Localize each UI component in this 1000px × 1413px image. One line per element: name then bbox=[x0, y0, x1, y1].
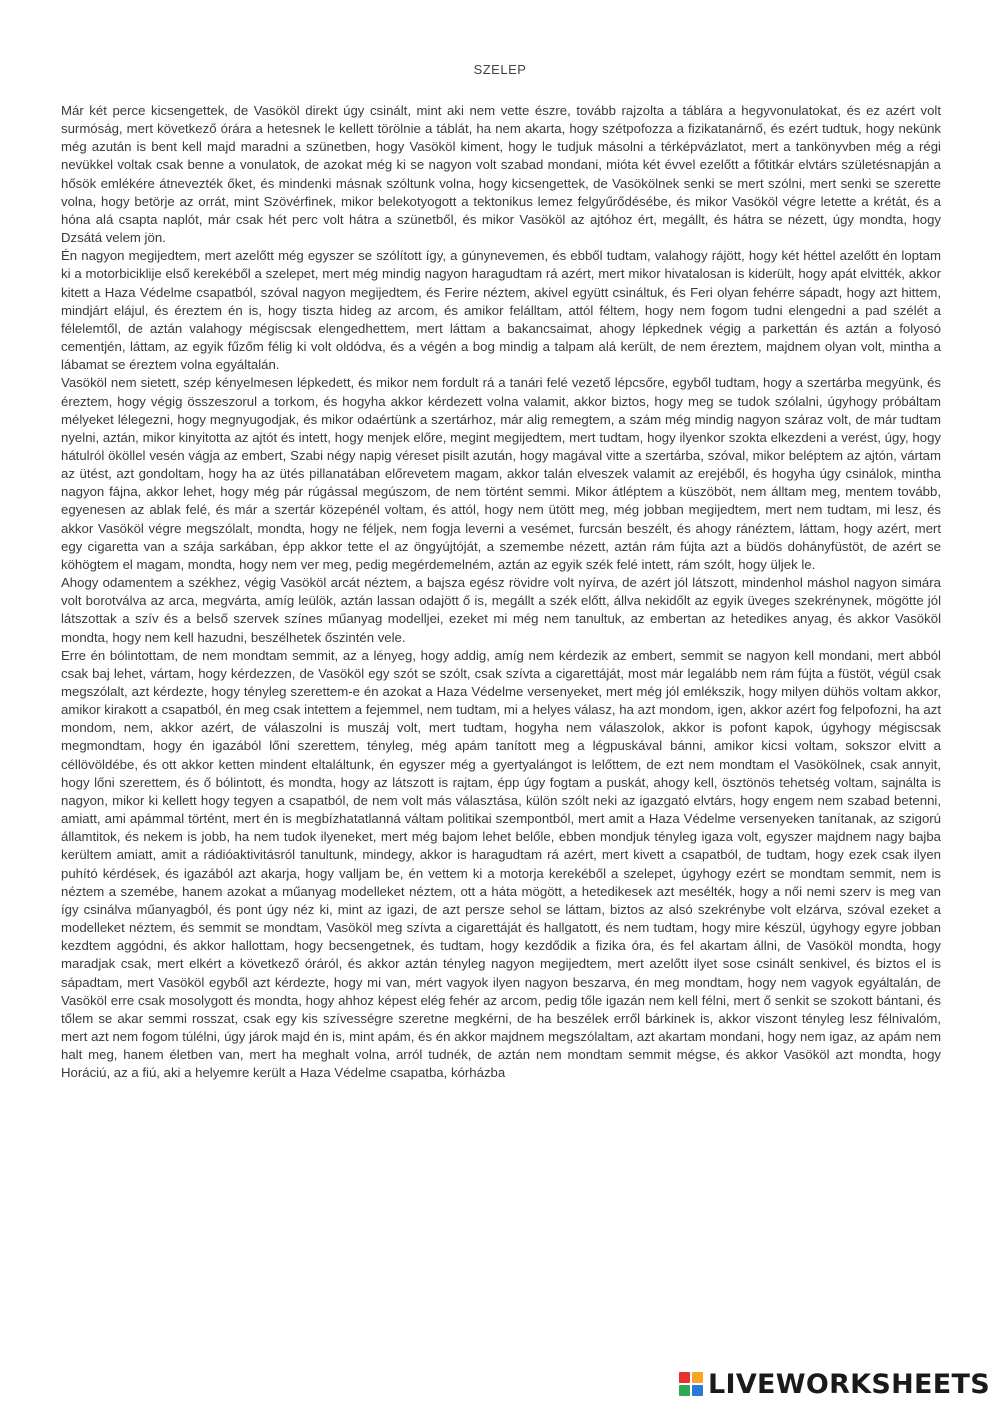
paragraph: Ahogy odamentem a székhez, végig Vasököl arcát néztem, a bajsza egész rövidre volt nyírva, de azért jól látszott, mindenhol máshol nagyon simára volt borotválva az arca, megvárta, amíg leülök, aztán lassan odajött ő is, megállt a szék előtt, állva nekidőlt az egyik üveges szekrénynek, mögötte jól látszottak a szív és a belső szervek színes műanyag modelljei, ezeket mi még nem tanultuk, az embertan az hetedikes anyag, és akkor Vasököl mondta, hogy nem kell hazudni, beszélhetek őszintén vele. bbox=[61, 575, 941, 645]
document-title: SZELEP bbox=[473, 62, 527, 77]
paragraph: Erre én bólintottam, de nem mondtam semmit, az a lényeg, hogy addig, amíg nem kérdezik az embert, semmit se nagyon kell mondani, mert abból csak baj lehet, vártam, hogy kérdezzen, de Vasököl egy szót se szólt, csak szívta a cigarettáját, most már legalább nem rám fújta a füstöt, végül csak megszólalt, azt kérdezte, hogy tényleg szerettem-e én azokat a Haza Védelme versenyeket, mert még jól emlékszik, hogy milyen dühös voltam akkor, amikor kirakott a csapatból, én meg csak intettem a fejemmel, nem tudtam, mi a helyes válasz, ha azt mondom, igen, akkor azért fog felpofozni, ha azt mondom, nem, akkor azért, de válaszolni is muszáj volt, mert tudtam, hogyha nem válaszolok, akkor is pofont kapok, úgyhogy mégiscsak megmondtam, hogy én igazából lőni szerettem, tényleg, még apám tanított meg a légpuskával bánni, amikor kicsi voltam, sokszor elvitt a céllövöldébe, és ott akkor ketten mindent eltaláltunk, én egyszer még a gyertyalángot is lelőttem, de ezt nem mondtam el Vasökölnek, csak annyit, hogy lőni szerettem, és ő bólintott, és mondta, hogy az látszott is rajtam, épp úgy fogtam a puskát, ahogy kell, ösztönös tehetség voltam, sajnálta is nagyon, mikor ki kellett hogy tegyen a csapatból, de nem volt más választása, külön szólt neki az igazgató elvtárs, hogy engem nem szabad betenni, amiatt, ami apámmal történt, mert én is megbízhatatlanná váltam politikai szempontból, mert amit a Haza Védelme versenyeken tanítanak, az szigorú államtitok, és nekem is jobb, ha nem tudok ilyeneket, mert még bajom lehet belőle, ebben mondjuk tényleg igaza volt, egyszer majdnem nagy bajba kerültem amiatt, amit a rádióaktivitásról tanultunk, mindegy, akkor is haragudtam rá azért, mert kivett a csapatból, de tudtam, hogy ezek csak ilyen puhító kérdések, és igazából azt akarja, hogy valljam be, én vettem ki a motorja kerekéből a szelepet, úgyhogy ezért se mondtam semmit, nem is néztem a szemébe, hanem azokat a műanyag modelleket néztem, ott a háta mögött, a hetedikesek azt mesélték, hogy a női nemi szerv is meg van így csinálva műanyagból, és pont úgy néz ki, mint az igazi, de azt persze sehol se láttam, biztos az alsó szekrénybe volt elzárva, szóval ezeket a modelleket néztem, és semmit se mondtam, Vasököl meg szívta a cigarettáját és hallgatott, és nem tudtam, hogy mire készül, úgyhogy egyre jobban kezdtem aggódni, és akkor hallottam, hogy becsengetnek, és tudtam, hogy kezdődik a fizika óra, és fel akartam állni, de Vasököl mondta, hogy maradjak csak, mert elkért a következő óráról, és akkor aztán tényleg nagyon megijedtem, mert azelőtt ilyet sose csinált senkivel, és biztos el is sápadtam, mert Vasököl egyből azt kérdezte, hogy mi van, mért vagyok ilyen nagyon beszarva, én meg mondtam, hogy nem vagyok egyáltalán, de Vasököl erre csak mosolygott és mondta, hogy ahhoz képest elég fehér az arcom, pedig tőle igazán nem kell félni, mert ő senkit se szokott bántani, és tőlem se akar semmi rosszat, csak egy kis szívességre szeretne megkérni, de ha beszélek erről bárkinek is, akkor viszont tényleg lesz félnivalóm, mert azt nem fogom túlélni, úgy járok majd én is, mint apám, és én akkor majdnem megszólaltam, azt akartam mondani, hogy nem igaz, az apám nem halt meg, hanem életben van, mert ha meghalt volna, arról tudnék, de aztán nem mondtam semmit mégse, és akkor Vasököl azt mondta, hogy Horáciú, az a fiú, aki a helyemre került a Haza Védelme csapatba, kórházba bbox=[61, 647, 941, 1081]
paragraph: Vasököl nem sietett, szép kényelmesen lépkedett, és mikor nem fordult rá a tanári felé vezető lépcsőre, egyből tudtam, hogy a szertárba megyünk, és éreztem, hogy végig összeszorul a torkom, és hogyha akkor kérdezett volna valamit, akkor biztos, hogy meg se tudok szólalni, úgyhogy próbáltam mélyeket lélegezni, hogy megnyugodjak, és mikor odaértünk a szertárhoz, már alig remegtem, a szám még mindig nagyon száraz volt, de már tudtam nyelni, aztán, mikor kinyitotta az ajtót és intett, hogy menjek előre, megint megijedtem, mert tudtam, hogy ilyenkor szokta elkezdeni a verést, úgy, hogy hátulról ököllel vesén vágja az embert, Szabi négy napig véreset pisilt azután, hogy magával vitte a szertárba, szóval, mikor beléptem az ajtón, vártam az ütést, azt gondoltam, hogy ha az ütés pillanatában előrevetem magam, akkor talán elveszek valamit az erejéből, és hogyha úgy csinálok, mintha nagyon fájna, akkor lehet, hogy még pár rúgással megúszom, de nem történt semmi. Mikor átléptem a küszöböt, nem álltam meg, mentem tovább, egyenesen az ablak felé, és már a szertár közepénél voltam, és attól, hogy nem ütött meg, még jobban megijedtem, mert nem tudtam, mi lesz, és akkor Vasököl végre megszólalt, mondta, hogy ne féljek, nem fogja leverni a vesémet, furcsán beszélt, és ahogy ránéztem, láttam, hogy azért, mert egy cigaretta van a szája sarkában, épp akkor tette el az öngyújtóját, a szemembe nézett, aztán rám fújta azt a büdös dohányfüstöt, de azért se köhögtem el magam, mondta, hogy nem ver meg, pedig megérdemelném, aztán az egyik szék felé intett, rám szólt, hogy üljek le. bbox=[61, 375, 941, 572]
paragraph: Én nagyon megijedtem, mert azelőtt még egyszer se szólított így, a gúnynevemen, és ebből tudtam, valahogy rájött, hogy két héttel azelőtt én loptam ki a motorbiciklije első kerekéből a szelepet, mert még mindig nagyon haragudtam rá azért, mert mikor hivatalosan is kiderült, hogy apát elvitték, akkor kitett a Haza Védelme csapatból, szóval nagyon megijedtem, és Ferire néztem, akivel együtt csináltuk, és Feri olyan fehérre sápadt, hogy azt hittem, mindjárt elájul, és éreztem én is, hogy tiszta hideg az arcom, és amikor felálltam, attól féltem, hogy nem fogom tudni elengedni a pad szélét a félelemtől, de aztán valahogy mégiscsak elengedhettem, mert láttam a bakancsaimat, ahogy lépkednek végig a parkettán és aztán a folyosó cementjén, láttam, az egyik fűzőm félig ki volt oldódva, és a végén a bog mindig a talpam alá került, de nem éreztem, majdnem olyan volt, mintha a lábamat se éreztem volna egyáltalán. bbox=[61, 248, 941, 373]
paragraph: Már két perce kicsengettek, de Vasököl direkt úgy csinált, mint aki nem vette észre, tovább rajzolta a táblára a hegyvonulatokat, és ez azért volt surmóság, mert következő órára a hetesnek le kellett törölnie a táblát, ha nem akarta, hogy szétpofozza a fizikatanárnő, és ezért tudtuk, hogy nekünk még azután is bent kell majd maradni a szünetben, hogy Vasököl kiment, hogy le tudjuk másolni a térképvázlatot, mert a tankönyvben még a régi nevükkel voltak csak benne a vonulatok, de azokat még ki se nagyon volt szabad mondani, mióta két évvel ezelőtt a főtitkár elvtárs születésnapján a hősök emlékére átnevezték őket, és mindenki másnak szóltunk volna, hogy kicsengettek, de Vasökölnek senki se mert szólni, mert senki se szerette volna, hogy betörje az orrát, mint Szövérfinek, mikor belekotyogott a tektonikus lemez felgyűrődésébe, és mikor Vasököl végre letette a krétát, és a hóna alá csapta naplót, már csak hét perc volt hátra a szünetből, és mikor Vasököl az ajtóhoz ért, megállt, és hátra se nézett, úgy mondta, hogy Dzsátá velem jön. bbox=[61, 103, 941, 246]
document-body bbox=[61, 102, 941, 1082]
liveworksheets-logo[interactable] bbox=[678, 1367, 990, 1401]
liveworksheets-logo-icon bbox=[678, 1370, 704, 1398]
brand-name: LIVEWORKSHEETS bbox=[707, 1368, 990, 1400]
